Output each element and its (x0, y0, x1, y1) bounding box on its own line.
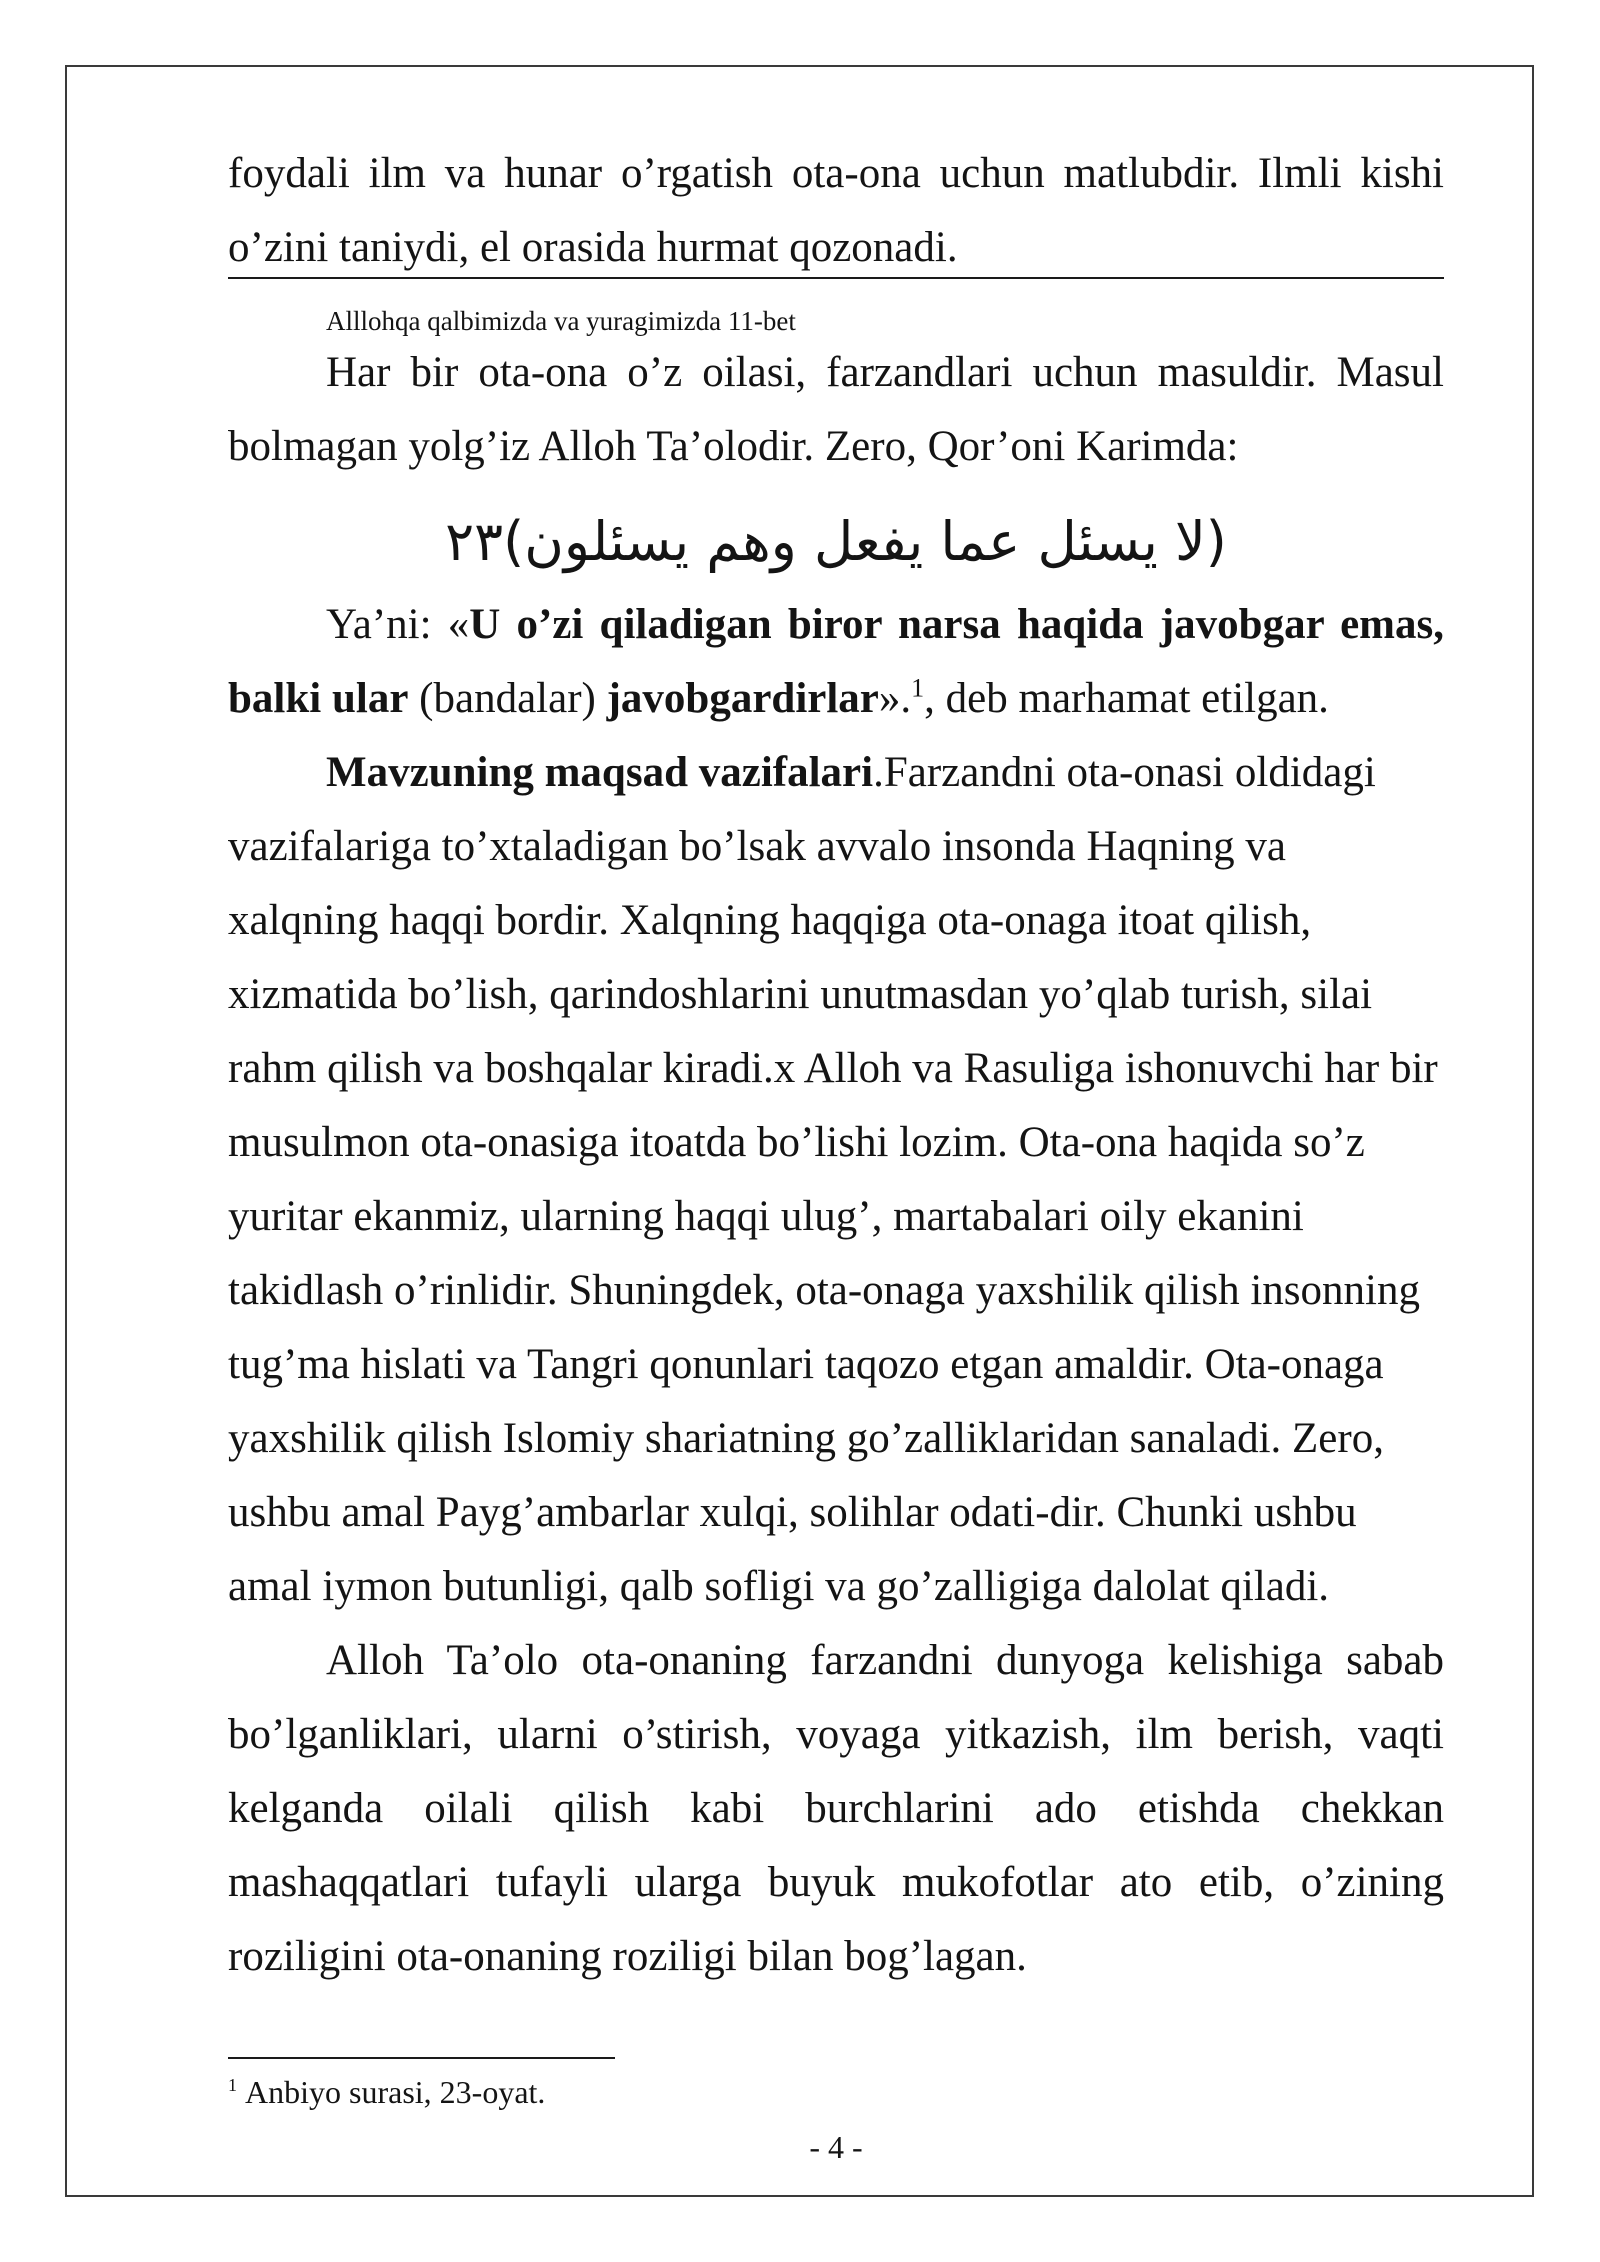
text-line: Har bir ota-ona o’z oilasi, farzandlari uchun masuldir. Masul (326, 349, 1444, 396)
text-line: xalqning haqqi bordir. Xalqning haqqiga ota-onaga itoat qilish, (228, 897, 1312, 944)
text-line: yaxshilik qilish Islomiy shariatning go’zalliklaridan sanaladi. Zero, (228, 1415, 1384, 1462)
paragraph-1 (228, 137, 1444, 285)
footnote-reference: 1 (911, 673, 925, 703)
text-line: musulmon ota-onasiga itoatda bo’lishi lozim. Ota-ona haqida so’z (228, 1119, 1365, 1166)
paragraph-2 (228, 336, 1444, 484)
text-line: bolmagan yolg’iz Alloh Ta’olodir. Zero, Qor’oni Karimda: (228, 423, 1239, 470)
footnote-number: 1 (228, 2075, 237, 2096)
text-line: amal iymon butunligi, qalb sofligi va go’zalligiga dalolat qiladi. (228, 1563, 1330, 1610)
footnote-separator (228, 2057, 615, 2059)
main-body (228, 588, 1444, 1994)
quote-bold-text: balki ular (228, 675, 409, 722)
quote-text: , deb marhamat etilgan. (924, 675, 1329, 722)
text-line: vazifalariga to’xtaladigan bo’lsak avvalo insonda Haqning va (228, 823, 1286, 870)
page-number: - 4 - (809, 2129, 863, 2165)
text-run: .Farzandni ota-onasi oldidagi (873, 749, 1376, 796)
text-line: ushbu amal Payg’ambarlar xulqi, solihlar odati-dir. Chunki ushbu (228, 1489, 1357, 1536)
text-line: Alloh Ta’olo ota-onaning farzandni dunyoga kelishiga sabab (326, 1637, 1444, 1684)
quote-bold-text: U o’zi qiladigan biror narsa haqida javobgar emas, (469, 601, 1444, 648)
text-line (228, 662, 1444, 736)
text-line (228, 588, 1444, 662)
text-line: xizmatida bo’lish, qarindoshlarini unutmasdan yo’qlab turish, silai (228, 971, 1373, 1018)
text-line: mashaqqatlari tufayli ularga buyuk mukofotlar ato etib, o’zining (228, 1859, 1444, 1906)
text-line: roziligini ota-onaning roziligi bilan bog’lagan. (228, 1933, 1027, 1980)
quote-bold-text: javobgardirlar (606, 675, 879, 722)
text-line: yuritar ekanmiz, ularning haqqi ulug’, martabalari oily ekanini (228, 1193, 1304, 1240)
section-heading: Mavzuning maqsad vazifalari (326, 749, 874, 796)
page-reference-note: Alllohqa qalbimizda va yuragimizda 11-bet (326, 306, 796, 336)
quote-intro: Ya’ni: « (326, 601, 470, 648)
text-line: foydali ilm va hunar o’rgatish ota-ona uchun matlubdir. Ilmli kishi (228, 150, 1444, 197)
footnote (228, 2072, 545, 2112)
quote-text: (bandalar) (408, 675, 607, 722)
arabic-verse: (لا يسئل عما يفعل وهم يسئلون)٢٣ (445, 510, 1227, 573)
text-line: kelganda oilali qilish kabi burchlarini ado etishda chekkan (228, 1785, 1444, 1832)
text-line (228, 736, 1444, 810)
footnote-text: Anbiyo surasi, 23-oyat. (245, 2074, 546, 2110)
text-line: takidlash o’rinlidir. Shuningdek, ota-onaga yaxshilik qilish insonning (228, 1267, 1420, 1314)
text-line: o’zini taniydi, el orasida hurmat qozonadi. (228, 224, 958, 271)
text-line: bo’lganliklari, ularni o’stirish, voyaga yitkazish, ilm berish, vaqti (228, 1711, 1444, 1758)
text-line: tug’ma hislati va Tangri qonunlari taqozo etgan amaldir. Ota-onaga (228, 1341, 1384, 1388)
section-divider (228, 277, 1444, 279)
quote-text: ». (878, 675, 912, 722)
text-line: rahm qilish va boshqalar kiradi.x Alloh va Rasuliga ishonuvchi har bir (228, 1045, 1438, 1092)
